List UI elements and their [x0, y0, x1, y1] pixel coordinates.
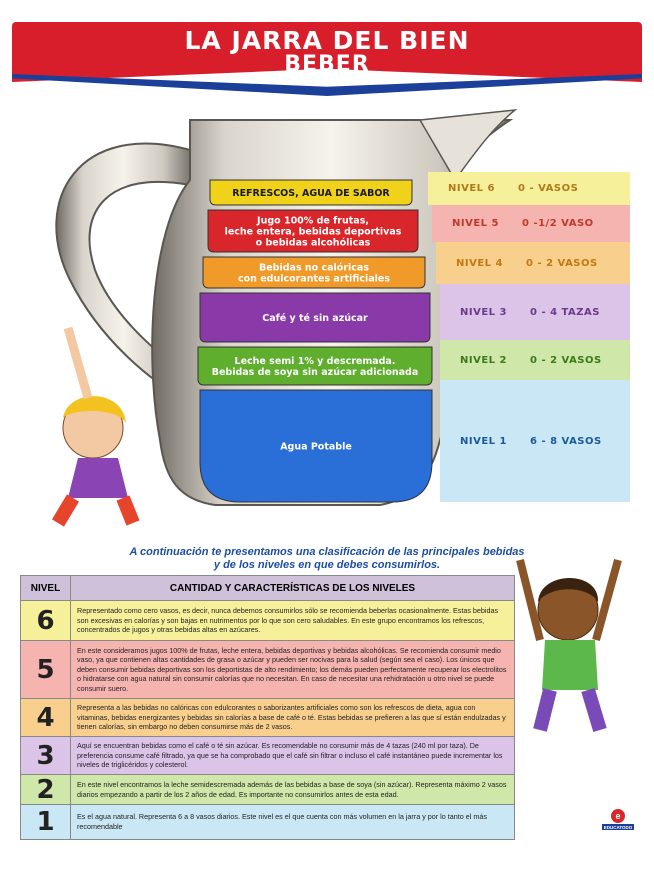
page-title-line2: BEBER	[284, 52, 370, 77]
table-row	[21, 641, 514, 699]
row-description: En este consideramos jugos 100% de frutas, leche entera, bebidas deportivas y bebidas alcohólicas. Se recomienda consumir medio vaso, ya que contienen altas cantidades de grasa o azúcar y pueden ser nocivas para la salud (según sea el caso). Los únicos que deben consumir bebidas deportivas son los deportistas de alto rendimiento; los demás pueden perfectamente recuperar los electrolitos o hidratarse con agua natural sin consumir calorías que no necesitan. En caso de necesitar una rehidratación u otro nivel se puede consumir suero.	[77, 645, 507, 693]
level-label: NIVEL 3	[460, 306, 507, 318]
level-band-1	[440, 380, 630, 502]
svg-text:e: e	[615, 811, 621, 821]
level-label: NIVEL 4	[456, 257, 503, 269]
jug-layer-label: o bebidas alcohólicas	[255, 237, 371, 249]
row-description: En este nivel encontramos la leche semidescremada además de las bebidas a base de soya (sin azúcar). Representa máximo 2 vasos diarios empezando a partir de los 2 años de edad. Es importante no consumirlos antes de esta edad.	[77, 779, 507, 799]
educatodo-logo	[598, 808, 638, 830]
jug-layer-label: con edulcorantes artificiales	[237, 273, 391, 285]
level-band-5	[432, 205, 630, 242]
level-band-4	[436, 242, 630, 284]
jug-layer-label: Agua Potable	[280, 441, 352, 453]
table-row	[21, 601, 514, 641]
intro-line-2: y de los niveles en que debes consumirlos.	[213, 559, 441, 571]
level-amount: 6 - 8 VASOS	[530, 435, 602, 447]
row-level-number: 1	[21, 805, 71, 839]
levels-table	[20, 575, 515, 840]
boy-illustration	[510, 540, 630, 740]
brand-name: EDUCATODO	[603, 825, 633, 830]
level-band-3	[440, 284, 630, 340]
row-level-number: 2	[21, 775, 71, 804]
row-description: Representado como cero vasos, es decir, nunca debemos consumirlos sólo se recomienda beberlas ocasionalmente. Estas bebidas son excesivas en calorías y son bajas en nutrimentos por lo que son cero saludables. En este grupo encontramos los refrescos, concentrados de jugos y otras bebidas altas en azúcares.	[77, 606, 499, 635]
intro-line-1: A continuación te presentamos una clasificación de las principales bebidas	[129, 546, 525, 558]
level-amount: 0 - 2 VASOS	[526, 257, 598, 269]
level-band-6	[428, 172, 630, 205]
page-title-line1: LA JARRA DEL BIEN	[184, 26, 470, 55]
boy-shirt	[542, 640, 598, 690]
level-band-2	[440, 340, 630, 380]
level-amount: 0 - VASOS	[518, 183, 579, 194]
row-description: Es el agua natural. Representa 6 a 8 vasos diarios. Este nivel es el que cuenta con más volumen en la jarra y por lo tanto el más recomendable	[77, 812, 487, 831]
girl-arm	[68, 328, 88, 398]
jug-layer-label: Jugo 100% de frutas,	[257, 215, 369, 227]
girl-legs	[58, 498, 133, 523]
level-amount: 0 - 4 TAZAS	[530, 306, 600, 318]
level-label: NIVEL 1	[460, 435, 507, 447]
level-amount: 0 -1/2 VASO	[522, 218, 594, 229]
row-level-number: 6	[21, 601, 71, 640]
jug-layer-label: Café y té sin azúcar	[262, 313, 368, 324]
table-row	[21, 699, 514, 737]
row-level-number: 3	[21, 737, 71, 774]
table-row	[21, 775, 514, 805]
level-label: NIVEL 6	[448, 183, 495, 194]
row-description: Aquí se encuentran bebidas como el café o té sin azúcar. Es recomendable no consumir más de 4 tazas (240 ml por taza). De preferencia consume café filtrado, ya que se ha comprobado que el café sin filtrar o incluso el café instantáneo puede incrementar los niveles de triglicéridos y colesterol.	[77, 741, 503, 770]
jug-layer-label: Bebidas de soya sin azúcar adicionada	[211, 367, 419, 378]
header-desc: CANTIDAD Y CARACTERÍSTICAS DE LOS NIVELES	[169, 582, 416, 594]
level-amount: 0 - 2 VASOS	[530, 354, 602, 366]
level-label: NIVEL 5	[452, 218, 499, 229]
header-level: NIVEL	[21, 576, 71, 600]
table-row	[21, 737, 514, 775]
jug-layer-label: leche entera, bebidas deportivas	[224, 226, 402, 238]
row-level-number: 5	[21, 641, 71, 698]
girl-shirt	[68, 458, 128, 498]
boy-legs	[540, 690, 600, 730]
row-description: Representa a las bebidas no calóricas con edulcorantes o saborizantes artificiales como son los refrescos de dieta, agua con vitaminas, bebidas energizantes y bebidas sin calorías a base de café o té. Estas bebidas se prefieren a las que sí están endulzadas y tienen calorías, sin embargo no deben consumirse más de 2 vasos.	[77, 703, 506, 732]
jug-layer-label: REFRESCOS, AGUA DE SABOR	[232, 188, 390, 199]
jug-layer-label: Leche semi 1% y descremada.	[234, 356, 396, 367]
table-header	[21, 576, 514, 601]
level-label: NIVEL 2	[460, 354, 507, 366]
table-row	[21, 805, 514, 839]
girl-illustration	[28, 318, 148, 533]
jug-layer-label: Bebidas no calóricas	[259, 262, 369, 274]
row-level-number: 4	[21, 699, 71, 736]
